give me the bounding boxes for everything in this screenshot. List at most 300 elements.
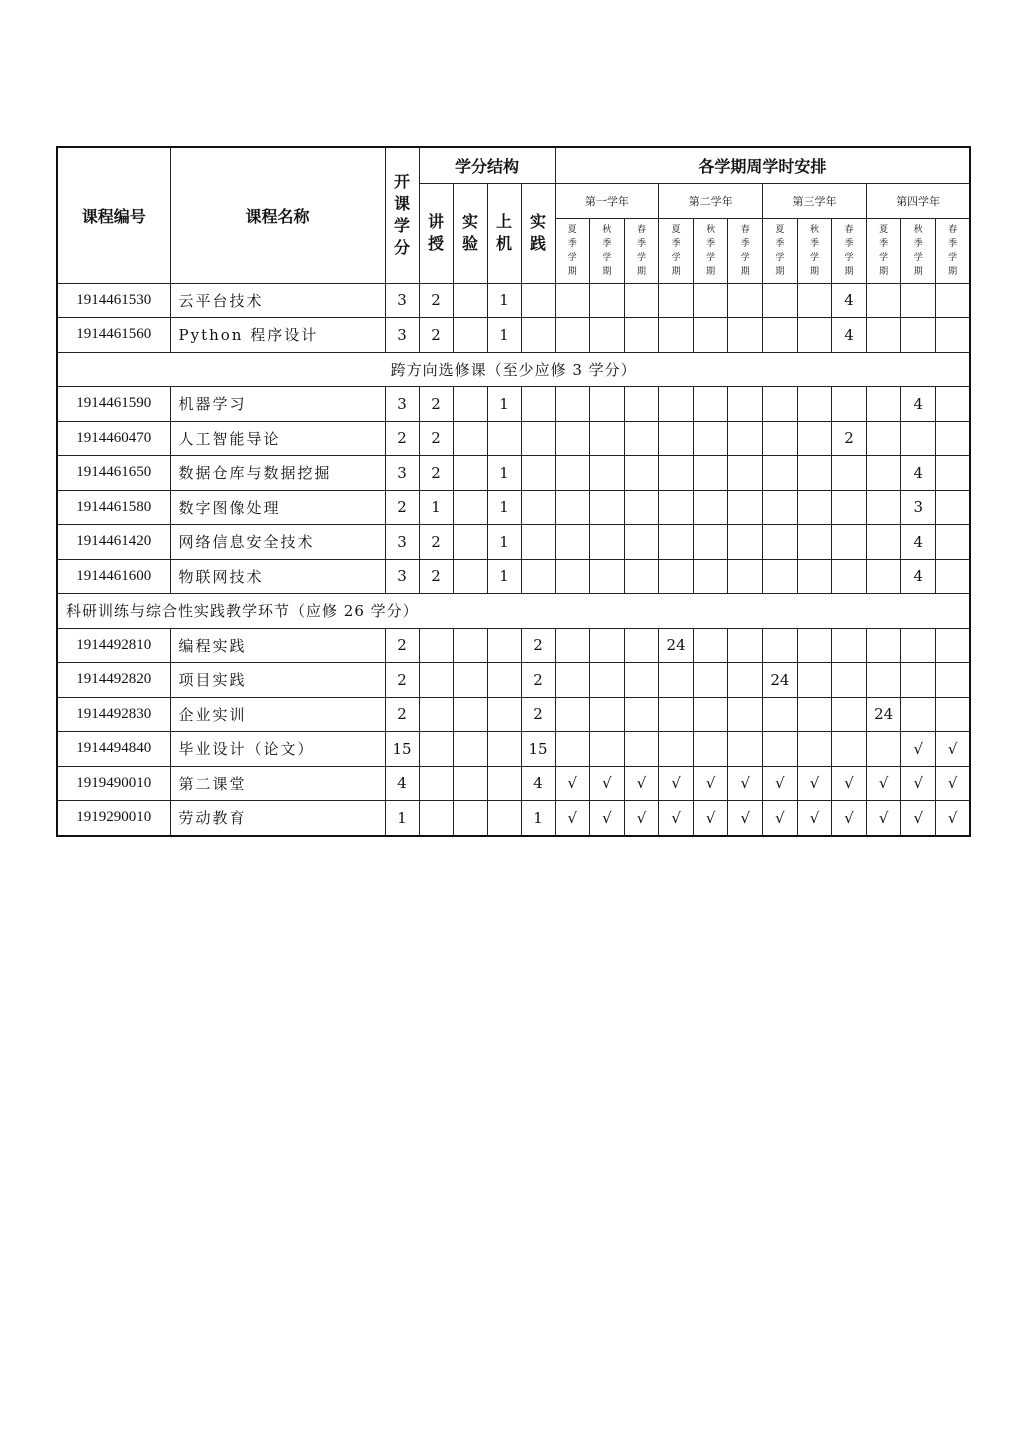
weekly-hours-cell: [590, 525, 625, 560]
header-lecture: [419, 183, 453, 283]
course-name: 机器学习: [170, 387, 385, 422]
weekly-hours-cell: [728, 697, 763, 732]
course-name: 云平台技术: [170, 283, 385, 318]
lab-credits: [453, 318, 487, 353]
weekly-hours-cell: [693, 628, 728, 663]
lab-credits: [453, 456, 487, 491]
weekly-hours-cell: [936, 456, 971, 491]
header-year-3-spring-semester: [832, 218, 867, 283]
weekly-hours-cell: [832, 628, 867, 663]
header-practice: [521, 183, 555, 283]
weekly-hours-cell: [832, 697, 867, 732]
weekly-hours-cell: √: [936, 766, 971, 801]
weekly-hours-cell: [763, 697, 798, 732]
weekly-hours-cell: [659, 456, 694, 491]
header-year-2-spring-semester: [728, 218, 763, 283]
weekly-hours-cell: [555, 559, 590, 594]
weekly-hours-cell: [797, 283, 832, 318]
lecture-credits: 2: [419, 387, 453, 422]
course-credits: 4: [385, 766, 419, 801]
weekly-hours-cell: [590, 283, 625, 318]
weekly-hours-cell: √: [555, 766, 590, 801]
practice-credits: [521, 456, 555, 491]
computer-credits: [487, 421, 521, 456]
weekly-hours-cell: 24: [659, 628, 694, 663]
weekly-hours-cell: [797, 732, 832, 767]
weekly-hours-cell: [555, 732, 590, 767]
weekly-hours-cell: √: [555, 801, 590, 836]
header-year-2: 第二学年: [659, 183, 763, 218]
weekly-hours-cell: [693, 421, 728, 456]
weekly-hours-cell: [763, 628, 798, 663]
weekly-hours-cell: √: [936, 801, 971, 836]
course-code: 1914461580: [57, 490, 170, 525]
section-title: 科研训练与综合性实践教学环节（应修 26 学分）: [57, 594, 970, 629]
header-year-2-autumn-semester: [693, 218, 728, 283]
weekly-hours-cell: [797, 663, 832, 698]
weekly-hours-cell: [693, 318, 728, 353]
course-credits: 2: [385, 421, 419, 456]
weekly-hours-cell: [866, 559, 901, 594]
course-code: 1914461590: [57, 387, 170, 422]
course-name: 第二课堂: [170, 766, 385, 801]
weekly-hours-cell: [901, 663, 936, 698]
practice-credits: 1: [521, 801, 555, 836]
table-row: [57, 801, 970, 836]
weekly-hours-cell: [901, 697, 936, 732]
computer-credits: [487, 732, 521, 767]
header-credits-text: 开 课 学 分: [393, 172, 410, 258]
lab-credits: [453, 490, 487, 525]
computer-credits: [487, 766, 521, 801]
weekly-hours-cell: [624, 283, 659, 318]
weekly-hours-cell: √: [728, 801, 763, 836]
computer-credits: 1: [487, 387, 521, 422]
semester-label: 春 季 学 期: [844, 224, 854, 277]
lab-credits: [453, 732, 487, 767]
weekly-hours-cell: [728, 628, 763, 663]
weekly-hours-cell: [555, 628, 590, 663]
weekly-hours-cell: [590, 559, 625, 594]
weekly-hours-cell: [728, 525, 763, 560]
course-credits: 2: [385, 490, 419, 525]
course-code: 1914461600: [57, 559, 170, 594]
semester-label: 春 季 学 期: [740, 224, 750, 277]
weekly-hours-cell: [728, 490, 763, 525]
course-credits: 1: [385, 801, 419, 836]
weekly-hours-cell: [728, 456, 763, 491]
weekly-hours-cell: √: [797, 766, 832, 801]
course-name: 毕业设计（论文）: [170, 732, 385, 767]
weekly-hours-cell: [590, 318, 625, 353]
header-year-1-spring-semester: [624, 218, 659, 283]
header-year-3-autumn-semester: [797, 218, 832, 283]
weekly-hours-cell: [624, 456, 659, 491]
lecture-credits: 2: [419, 283, 453, 318]
computer-credits: [487, 628, 521, 663]
weekly-hours-cell: [555, 318, 590, 353]
weekly-hours-cell: [693, 456, 728, 491]
course-name: 项目实践: [170, 663, 385, 698]
header-year-2-summer-semester: [659, 218, 694, 283]
semester-label: 秋 季 学 期: [913, 224, 923, 277]
lab-credits: [453, 387, 487, 422]
weekly-hours-cell: [728, 559, 763, 594]
weekly-hours-cell: √: [866, 801, 901, 836]
weekly-hours-cell: [555, 283, 590, 318]
weekly-hours-cell: [866, 456, 901, 491]
section-row: [57, 352, 970, 387]
weekly-hours-cell: [693, 283, 728, 318]
weekly-hours-cell: [797, 559, 832, 594]
course-plan-table: [56, 146, 971, 837]
weekly-hours-cell: 24: [763, 663, 798, 698]
weekly-hours-cell: 4: [901, 559, 936, 594]
lab-credits: [453, 801, 487, 836]
header-year-1: 第一学年: [555, 183, 659, 218]
table-row: [57, 283, 970, 318]
computer-credits: [487, 697, 521, 732]
weekly-hours-cell: [624, 525, 659, 560]
table-row: [57, 559, 970, 594]
table-row: [57, 387, 970, 422]
course-code: 1914461560: [57, 318, 170, 353]
weekly-hours-cell: [832, 732, 867, 767]
weekly-hours-cell: [832, 490, 867, 525]
header-course-code: 课程编号: [57, 147, 170, 283]
lab-credits: [453, 559, 487, 594]
computer-credits: 1: [487, 318, 521, 353]
course-code: 1914461650: [57, 456, 170, 491]
semester-label: 春 季 学 期: [636, 224, 646, 277]
lecture-credits: [419, 663, 453, 698]
semester-label: 夏 季 学 期: [567, 224, 577, 277]
weekly-hours-cell: [936, 559, 971, 594]
weekly-hours-cell: [659, 663, 694, 698]
computer-credits: 1: [487, 525, 521, 560]
course-credits: 3: [385, 456, 419, 491]
weekly-hours-cell: 4: [901, 525, 936, 560]
weekly-hours-cell: [936, 421, 971, 456]
semester-label: 春 季 学 期: [948, 224, 958, 277]
weekly-hours-cell: 4: [832, 283, 867, 318]
header-computer-text: 上 机: [495, 212, 512, 253]
course-name: 人工智能导论: [170, 421, 385, 456]
weekly-hours-cell: [659, 490, 694, 525]
weekly-hours-cell: [659, 283, 694, 318]
course-code: 1914494840: [57, 732, 170, 767]
weekly-hours-cell: [901, 283, 936, 318]
table-row: [57, 732, 970, 767]
weekly-hours-cell: [936, 490, 971, 525]
weekly-hours-cell: [555, 421, 590, 456]
weekly-hours-cell: [797, 318, 832, 353]
course-code: 1914460470: [57, 421, 170, 456]
weekly-hours-cell: [659, 697, 694, 732]
weekly-hours-cell: [728, 732, 763, 767]
weekly-hours-cell: [693, 697, 728, 732]
weekly-hours-cell: [624, 387, 659, 422]
weekly-hours-cell: √: [659, 801, 694, 836]
course-name: 数字图像处理: [170, 490, 385, 525]
course-credits: 3: [385, 559, 419, 594]
course-code: 1914492830: [57, 697, 170, 732]
weekly-hours-cell: [797, 525, 832, 560]
header-schedule: 各学期周学时安排: [555, 147, 970, 183]
computer-credits: 1: [487, 283, 521, 318]
lecture-credits: [419, 697, 453, 732]
header-credits: [385, 147, 419, 283]
weekly-hours-cell: [866, 318, 901, 353]
course-code: 1914492810: [57, 628, 170, 663]
weekly-hours-cell: [693, 387, 728, 422]
weekly-hours-cell: [901, 628, 936, 663]
weekly-hours-cell: [832, 525, 867, 560]
weekly-hours-cell: [797, 421, 832, 456]
weekly-hours-cell: [590, 387, 625, 422]
practice-credits: 2: [521, 628, 555, 663]
weekly-hours-cell: [624, 421, 659, 456]
weekly-hours-cell: [763, 525, 798, 560]
weekly-hours-cell: [659, 732, 694, 767]
header-lab-text: 实 验: [461, 212, 478, 253]
semester-label: 夏 季 学 期: [879, 224, 889, 277]
header-year-4-spring-semester: [936, 218, 971, 283]
weekly-hours-cell: √: [901, 766, 936, 801]
weekly-hours-cell: [590, 663, 625, 698]
header-computer: [487, 183, 521, 283]
weekly-hours-cell: [866, 525, 901, 560]
weekly-hours-cell: [555, 456, 590, 491]
header-practice-text: 实 践: [530, 212, 547, 253]
course-code: 1919490010: [57, 766, 170, 801]
table-row: [57, 490, 970, 525]
practice-credits: [521, 283, 555, 318]
practice-credits: [521, 387, 555, 422]
weekly-hours-cell: √: [590, 801, 625, 836]
weekly-hours-cell: [624, 318, 659, 353]
weekly-hours-cell: [728, 283, 763, 318]
course-credits: 15: [385, 732, 419, 767]
weekly-hours-cell: [866, 628, 901, 663]
header-year-3-summer-semester: [763, 218, 798, 283]
semester-label: 夏 季 学 期: [671, 224, 681, 277]
weekly-hours-cell: [728, 318, 763, 353]
weekly-hours-cell: [763, 456, 798, 491]
table-row: [57, 456, 970, 491]
lab-credits: [453, 283, 487, 318]
weekly-hours-cell: [901, 318, 936, 353]
weekly-hours-cell: √: [866, 766, 901, 801]
table-row: [57, 766, 970, 801]
practice-credits: 15: [521, 732, 555, 767]
weekly-hours-cell: [763, 387, 798, 422]
weekly-hours-cell: [693, 732, 728, 767]
weekly-hours-cell: [866, 663, 901, 698]
weekly-hours-cell: √: [693, 801, 728, 836]
weekly-hours-cell: [624, 663, 659, 698]
course-credits: 3: [385, 387, 419, 422]
weekly-hours-cell: [866, 421, 901, 456]
course-credits: 3: [385, 318, 419, 353]
weekly-hours-cell: [659, 525, 694, 560]
header-year-1-summer-semester: [555, 218, 590, 283]
table-header: [57, 147, 970, 283]
header-year-1-autumn-semester: [590, 218, 625, 283]
weekly-hours-cell: [797, 456, 832, 491]
weekly-hours-cell: [693, 663, 728, 698]
weekly-hours-cell: 4: [832, 318, 867, 353]
weekly-hours-cell: [624, 559, 659, 594]
weekly-hours-cell: [936, 318, 971, 353]
weekly-hours-cell: [763, 421, 798, 456]
weekly-hours-cell: [555, 525, 590, 560]
weekly-hours-cell: 4: [901, 456, 936, 491]
practice-credits: [521, 490, 555, 525]
lecture-credits: 2: [419, 421, 453, 456]
weekly-hours-cell: [728, 663, 763, 698]
weekly-hours-cell: √: [624, 766, 659, 801]
course-name: 劳动教育: [170, 801, 385, 836]
weekly-hours-cell: [728, 387, 763, 422]
lab-credits: [453, 766, 487, 801]
weekly-hours-cell: √: [590, 766, 625, 801]
weekly-hours-cell: [693, 559, 728, 594]
weekly-hours-cell: [866, 283, 901, 318]
weekly-hours-cell: [555, 490, 590, 525]
weekly-hours-cell: √: [936, 732, 971, 767]
computer-credits: 1: [487, 456, 521, 491]
section-title: 跨方向选修课（至少应修 3 学分）: [57, 352, 970, 387]
weekly-hours-cell: √: [728, 766, 763, 801]
course-name: 数据仓库与数据挖掘: [170, 456, 385, 491]
course-name: Python 程序设计: [170, 318, 385, 353]
course-name: 网络信息安全技术: [170, 525, 385, 560]
table-row: [57, 628, 970, 663]
course-code: 1914461530: [57, 283, 170, 318]
weekly-hours-cell: [763, 490, 798, 525]
weekly-hours-cell: [659, 559, 694, 594]
practice-credits: [521, 559, 555, 594]
weekly-hours-cell: [590, 697, 625, 732]
weekly-hours-cell: [763, 283, 798, 318]
weekly-hours-cell: [728, 421, 763, 456]
lab-credits: [453, 663, 487, 698]
header-lecture-text: 讲 授: [427, 212, 444, 253]
weekly-hours-cell: [832, 456, 867, 491]
lecture-credits: 1: [419, 490, 453, 525]
header-year-4: 第四学年: [866, 183, 970, 218]
header-course-name: 课程名称: [170, 147, 385, 283]
weekly-hours-cell: [624, 490, 659, 525]
weekly-hours-cell: [590, 456, 625, 491]
weekly-hours-cell: [832, 663, 867, 698]
weekly-hours-cell: [763, 318, 798, 353]
weekly-hours-cell: [624, 732, 659, 767]
practice-credits: [521, 421, 555, 456]
weekly-hours-cell: [832, 387, 867, 422]
weekly-hours-cell: [936, 663, 971, 698]
weekly-hours-cell: [555, 387, 590, 422]
lab-credits: [453, 628, 487, 663]
weekly-hours-cell: [832, 559, 867, 594]
weekly-hours-cell: [763, 559, 798, 594]
weekly-hours-cell: [797, 697, 832, 732]
computer-credits: 1: [487, 490, 521, 525]
section-row: [57, 594, 970, 629]
practice-credits: [521, 525, 555, 560]
weekly-hours-cell: [797, 387, 832, 422]
weekly-hours-cell: [590, 628, 625, 663]
weekly-hours-cell: [797, 490, 832, 525]
course-name: 编程实践: [170, 628, 385, 663]
practice-credits: 2: [521, 697, 555, 732]
course-credits: 3: [385, 525, 419, 560]
course-credits: 2: [385, 628, 419, 663]
weekly-hours-cell: √: [901, 801, 936, 836]
lecture-credits: [419, 732, 453, 767]
weekly-hours-cell: 3: [901, 490, 936, 525]
weekly-hours-cell: √: [763, 766, 798, 801]
table-row: [57, 663, 970, 698]
table-body: [57, 283, 970, 836]
weekly-hours-cell: [624, 628, 659, 663]
weekly-hours-cell: 24: [866, 697, 901, 732]
weekly-hours-cell: [866, 490, 901, 525]
weekly-hours-cell: [659, 421, 694, 456]
practice-credits: 2: [521, 663, 555, 698]
course-credits: 2: [385, 697, 419, 732]
weekly-hours-cell: √: [797, 801, 832, 836]
weekly-hours-cell: [624, 697, 659, 732]
semester-label: 秋 季 学 期: [602, 224, 612, 277]
computer-credits: 1: [487, 559, 521, 594]
weekly-hours-cell: [866, 732, 901, 767]
weekly-hours-cell: √: [763, 801, 798, 836]
weekly-hours-cell: [590, 732, 625, 767]
weekly-hours-cell: [590, 490, 625, 525]
computer-credits: [487, 801, 521, 836]
lecture-credits: 2: [419, 456, 453, 491]
weekly-hours-cell: [693, 525, 728, 560]
header-credit-structure: 学分结构: [419, 147, 555, 183]
lab-credits: [453, 421, 487, 456]
weekly-hours-cell: [659, 318, 694, 353]
weekly-hours-cell: [590, 421, 625, 456]
practice-credits: [521, 318, 555, 353]
computer-credits: [487, 663, 521, 698]
practice-credits: 4: [521, 766, 555, 801]
weekly-hours-cell: √: [901, 732, 936, 767]
weekly-hours-cell: 4: [901, 387, 936, 422]
header-year-4-autumn-semester: [901, 218, 936, 283]
lecture-credits: 2: [419, 559, 453, 594]
weekly-hours-cell: √: [832, 801, 867, 836]
weekly-hours-cell: 2: [832, 421, 867, 456]
course-code: 1919290010: [57, 801, 170, 836]
course-code: 1914461420: [57, 525, 170, 560]
table-row: [57, 421, 970, 456]
weekly-hours-cell: [763, 732, 798, 767]
weekly-hours-cell: [555, 663, 590, 698]
table-row: [57, 525, 970, 560]
course-credits: 3: [385, 283, 419, 318]
lecture-credits: 2: [419, 525, 453, 560]
weekly-hours-cell: [936, 283, 971, 318]
course-code: 1914492820: [57, 663, 170, 698]
lab-credits: [453, 697, 487, 732]
course-name: 物联网技术: [170, 559, 385, 594]
